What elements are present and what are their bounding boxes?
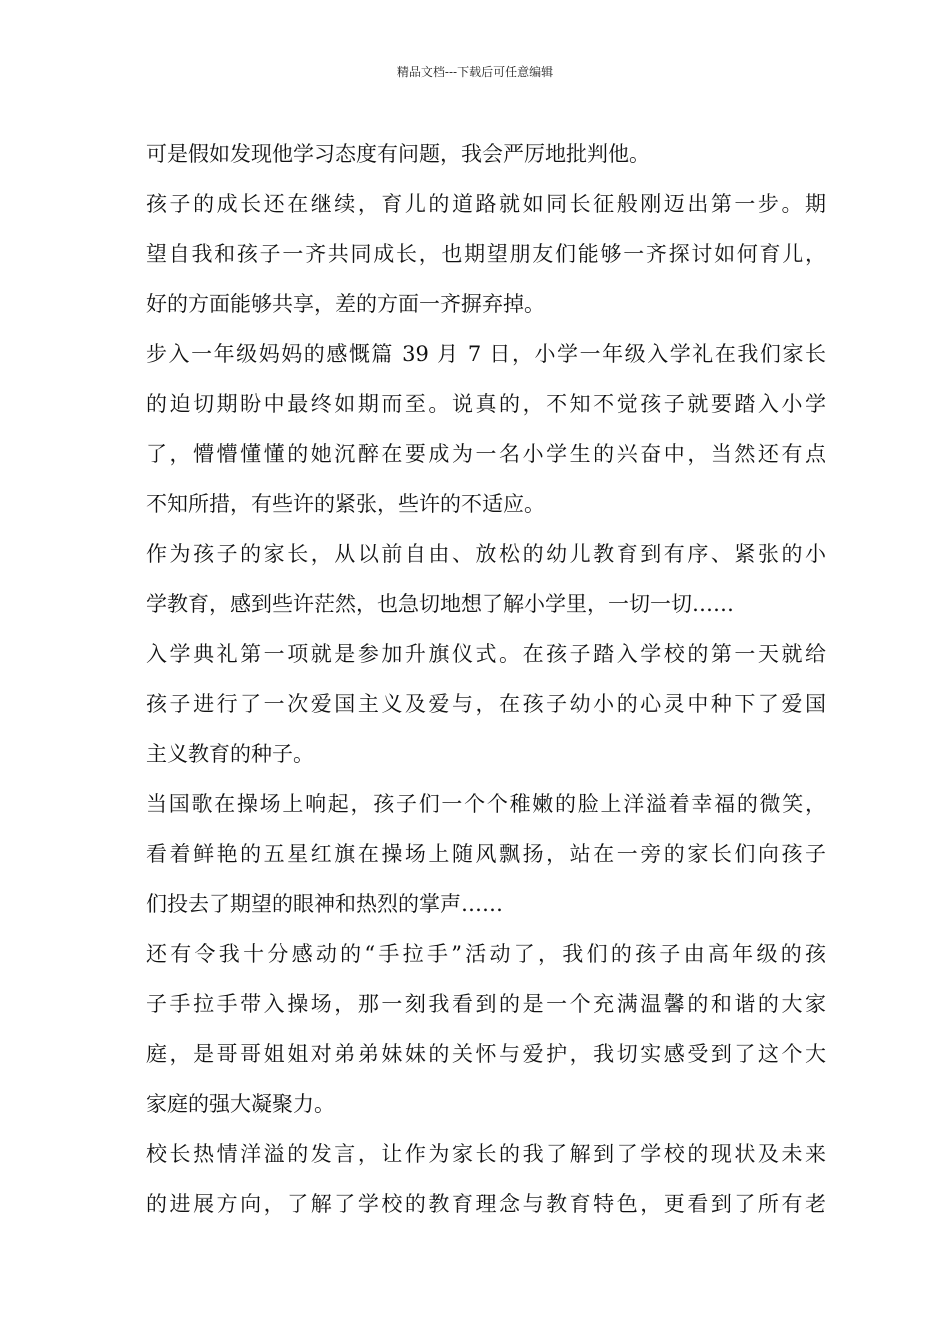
text-line: 当国歌在操场上响起，孩子们一个个稚嫩的脸上洋溢着幸福的微笑， <box>146 792 826 816</box>
text-line: 望自我和孩子一齐共同成长，也期望朋友们能够一齐探讨如何育儿， <box>146 242 826 266</box>
text-line: 不知所措，有些许的紧张，些许的不适应。 <box>146 492 545 516</box>
text-line: 家庭的强大凝聚力。 <box>146 1092 335 1116</box>
text-line: 还有令我十分感动的“手拉手”活动了，我们的孩子由高年级的孩 <box>146 942 826 966</box>
text-line: 作为孩子的家长，从以前自由、放松的幼儿教育到有序、紧张的小 <box>146 542 826 566</box>
text-line: 可是假如发现他学习态度有问题，我会严厉地批判他。 <box>146 142 650 166</box>
text-line: 入学典礼第一项就是参加升旗仪式。在孩子踏入学校的第一天就给 <box>146 642 826 666</box>
text-line: 步入一年级妈妈的感慨篇 39 月 7 日，小学一年级入学礼在我们家长 <box>146 342 826 366</box>
text-line: 了，懵懵懂懂的她沉醉在要成为一名小学生的兴奋中，当然还有点 <box>146 442 826 466</box>
text-line: 孩子进行了一次爱国主义及爱与，在孩子幼小的心灵中种下了爱国 <box>146 692 826 716</box>
text-line: 的迫切期盼中最终如期而至。说真的，不知不觉孩子就要踏入小学 <box>146 392 826 416</box>
text-line: 子手拉手带入操场，那一刻我看到的是一个充满温馨的和谐的大家 <box>146 992 826 1016</box>
text-line: 主义教育的种子。 <box>146 742 314 766</box>
page-header: 精品文档---下载后可任意编辑 <box>396 65 554 79</box>
text-line: 校长热情洋溢的发言，让作为家长的我了解到了学校的现状及未来 <box>146 1142 826 1166</box>
text-line: 的进展方向，了解了学校的教育理念与教育特色，更看到了所有老 <box>146 1192 826 1216</box>
text-line: 们投去了期望的眼神和热烈的掌声…… <box>146 892 503 916</box>
text-line: 看着鲜艳的五星红旗在操场上随风飘扬，站在一旁的家长们向孩子 <box>146 842 826 866</box>
text-line: 孩子的成长还在继续，育儿的道路就如同长征般刚迈出第一步。期 <box>146 192 826 216</box>
text-line: 庭，是哥哥姐姐对弟弟妹妹的关怀与爱护，我切实感受到了这个大 <box>146 1042 826 1066</box>
text-line: 好的方面能够共享，差的方面一齐摒弃掉。 <box>146 292 545 316</box>
document-body <box>146 129 826 1229</box>
text-line: 学教育，感到些许茫然，也急切地想了解小学里，一切一切…… <box>146 592 734 616</box>
